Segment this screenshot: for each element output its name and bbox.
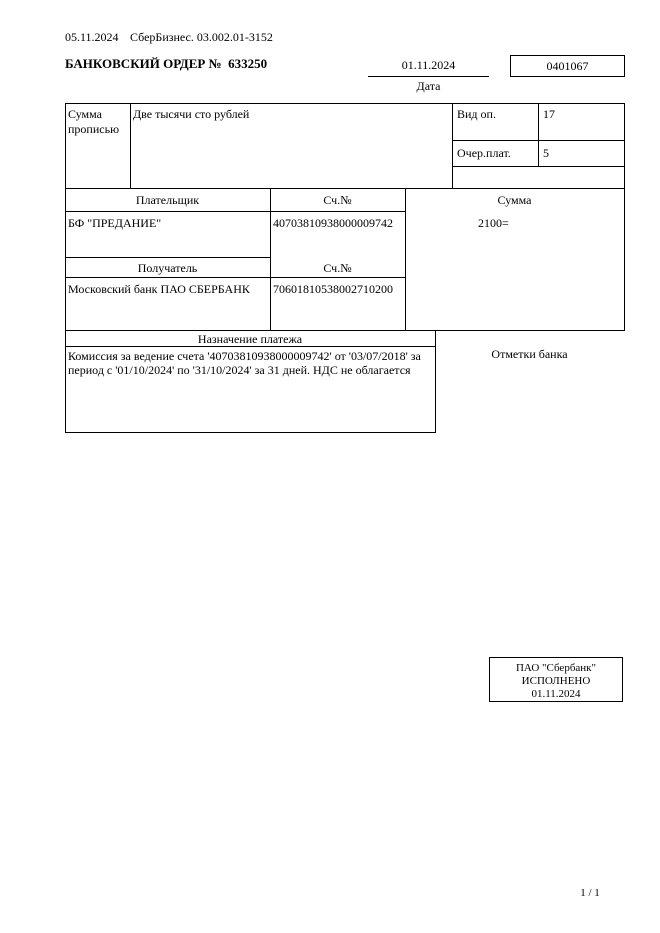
divider xyxy=(65,103,625,104)
divider xyxy=(538,103,539,166)
divider xyxy=(65,211,405,212)
divider xyxy=(452,103,453,188)
payee-account-label: Сч.№ xyxy=(323,261,352,275)
divider xyxy=(270,188,271,330)
amount-words-label: Сумма прописью xyxy=(68,107,120,136)
payee-label: Получатель xyxy=(137,261,198,275)
stamp-date: 01.11.2024 xyxy=(531,688,581,700)
payee-account-number: 70601810538002710200 xyxy=(273,282,393,296)
divider xyxy=(65,277,405,278)
form-code: 0401067 xyxy=(546,58,589,73)
payee-name: Московский банк ПАО СБЕРБАНК xyxy=(68,282,250,296)
divider xyxy=(130,103,131,188)
divider xyxy=(65,257,270,258)
operation-type-label: Вид оп. xyxy=(457,107,496,121)
payment-purpose-label: Назначение платежа xyxy=(197,332,303,346)
payment-priority-label: Очер.плат. xyxy=(457,146,511,160)
date-field-value: 01.11.2024 xyxy=(401,58,456,72)
operation-type-value: 17 xyxy=(543,107,555,121)
amount-words: Две тысячи сто рублей xyxy=(133,107,250,121)
date-field-label: Дата xyxy=(416,79,441,93)
payment-purpose-text: Комиссия за ведение счета '40703810938000009742' от '03/07/2018' за период с '01/10/2024' по '31/10/2024' за 31 дней. НДС не облагается xyxy=(68,349,421,377)
stamp-bank-name: ПАО "Сбербанк" xyxy=(515,662,597,674)
payer-account-label: Сч.№ xyxy=(323,193,352,207)
divider xyxy=(405,188,406,330)
print-date: 05.11.2024 xyxy=(65,30,119,44)
divider xyxy=(65,330,625,331)
payer-account-number: 40703810938000009742 xyxy=(273,216,393,230)
payer-name: БФ "ПРЕДАНИЕ" xyxy=(68,216,162,230)
payer-label: Плательщик xyxy=(135,193,200,207)
system-name: СберБизнес. 03.002.01-3152 xyxy=(130,30,273,44)
date-field-underline xyxy=(368,76,489,77)
execution-stamp xyxy=(489,657,623,702)
stamp-status: ИСПОЛНЕНО xyxy=(521,675,591,687)
page-number: 1 / 1 xyxy=(580,887,600,899)
divider xyxy=(65,432,436,433)
divider xyxy=(452,166,624,167)
document-title: БАНКОВСКИЙ ОРДЕР № 633250 xyxy=(65,56,268,71)
divider xyxy=(624,103,625,330)
divider xyxy=(435,330,436,433)
amount-column-label: Сумма xyxy=(497,193,532,207)
bank-marks-label: Отметки банка xyxy=(491,347,568,361)
divider xyxy=(65,188,625,189)
payment-priority-value: 5 xyxy=(543,146,549,160)
amount-value: 2100= xyxy=(478,216,509,230)
form-code-box xyxy=(510,55,625,77)
